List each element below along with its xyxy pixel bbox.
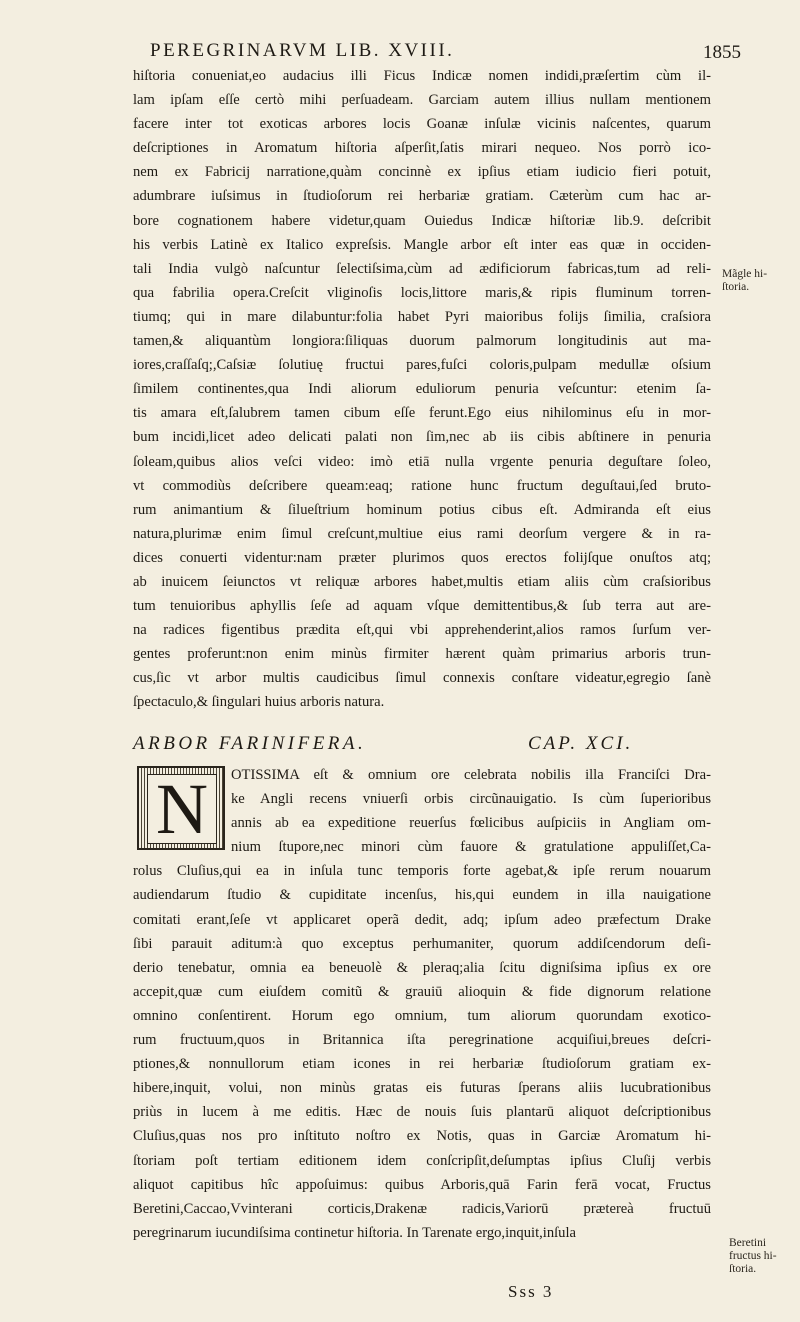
- text-line: hibere,inquit, volui, non minùs gratas eis futuras ſperans aliis lucubrationibus: [133, 1080, 711, 1097]
- margin-note-line: Beretini: [729, 1237, 767, 1249]
- text-line: ſtoriam poſt tertiam editionem idem conſcripſit,deſumptas ipſius Cluſij verbis: [133, 1152, 711, 1169]
- text-line: ſibi parauit aditum:à quo exceptus perhumaniter, quorum addiſcendorum deſi-: [133, 935, 711, 952]
- text-line: rolus Cluſius,qui ea in inſula tunc temporis forte agebat,& ipſe rerum nouarum: [133, 863, 711, 880]
- text-line: his verbis Latinè ex Italico expreſsis. Mangle arbor eſt inter eas quæ in occiden-: [133, 236, 711, 253]
- text-line: vt commodiùs deſcribere queam:eaq; ratione hunc fructum deguſtaui,ſed bruto-: [133, 477, 711, 494]
- text-line: qua fabrilia opera.Creſcit vliginoſis locis,littore maris,& ripis fluminum torren-: [133, 284, 711, 301]
- text-line: priùs in lucem à me editis. Hæc de nouis ſuis plantarū aliquot deſcriptionibus: [133, 1104, 711, 1121]
- text-line: ab inuicem ſeiunctos vt reliquæ arbores habet,multis etiam aliis cùm craſsioribus: [133, 573, 711, 590]
- text-line: ptiones,& nonnullorum etiam icones in rei herbariæ ſtudioſorum gratiam ex-: [133, 1056, 711, 1073]
- paragraph-ficus-indica: [133, 64, 711, 715]
- text-line: audiendarum ſtudio & cupiditate incenſus, his,qui eundem in illa nauigatione: [133, 887, 711, 904]
- text-line: tiumq; qui in mare dilabuntur:folia habet Pyri maioribus folijs ſimilia, craſsiora: [133, 308, 711, 325]
- text-line: cus,ſic vt arbor multis caudicibus ſimul connexis conſtare videatur,egregio ſanè: [133, 670, 711, 687]
- margin-note-line: ſtoria.: [729, 1263, 757, 1275]
- signature-mark: Sss 3: [508, 1282, 554, 1301]
- text-line: peregrinarum iucundiſsima continetur hiſtoria. In Tarenate ergo,inquit,inſula: [133, 1224, 577, 1241]
- chapter-title: ARBOR FARINIFERA.: [133, 733, 367, 754]
- page-number: 1855: [703, 42, 741, 63]
- text-line: tamen,& aliquantùm longiora:ſiliquas duorum palmorum longitudinis aut ma-: [133, 333, 711, 350]
- text-line: tum tenuioribus aphyllis ſeſe ad aquam vſque demittentibus,& ſub terra aut are-: [133, 598, 711, 615]
- paragraph-arbor-farinifera: [133, 763, 711, 1245]
- text-line: adumbrare iuſsimus in ſtudioſorum rei herbariæ gratiam. Cæterùm cum hac ar-: [133, 188, 711, 205]
- text-line: dices conuerti videntur:nam præter plurimos quos erectos folijſque onuſtos atq;: [133, 549, 711, 566]
- text-line: iores,craſſaſq;,Caſsiæ ſolutiuę fructui pares,fuſci coloris,pulpam medullæ oſsium: [133, 357, 711, 374]
- initial-letter: N: [156, 769, 208, 849]
- text-line: ſimilem continentes,qua Indi aliorum eduliorum penuria veſcuntur: etenim ſa-: [133, 381, 711, 398]
- margin-note-line: ſtoria.: [722, 281, 750, 293]
- text-line: annis ab ea expeditione reuerſus fœlicibus auſpiciis in Angliam om-: [231, 815, 711, 832]
- text-line: derio tenebatur, omnia ea beneuolè & pleraq;alia ſcitu digniſsima ipſius ex ore: [133, 959, 711, 976]
- text-line: aliquot capitibus hîc appoſuimus: quibus Arboris,quā Farin ferā vocat, Fructus: [133, 1176, 711, 1193]
- text-line: gentes proferunt:non enim minùs firmiter hærent quàm primarius arboris trun-: [133, 646, 711, 663]
- running-head: PEREGRINARVM LIB. XVIII.: [150, 40, 455, 61]
- text-line: tis amara eſt,ſalubrem tamen cibum eſſe ferunt.Ego eius nihilominus eſu in mor-: [133, 405, 711, 422]
- margin-note-line: Mãgle hi-: [722, 268, 768, 280]
- text-line: facere inter tot exoticas arbores locis Goanæ inſulæ vicinis naſcentes, quarum: [133, 116, 711, 133]
- text-line: ſpectaculo,& ſingulari huius arboris natura.: [133, 694, 385, 711]
- text-line: nium ſtupore,nec minori cùm fauore & gratulatione appuliſſet,Ca-: [231, 839, 711, 856]
- text-line: rum fructuum,quos in Britannica iſta peregrinatione acquiſiui,breues deſcri-: [133, 1032, 711, 1049]
- text-line: comitati erant,ſeſe vt applicaret operã dedit, adq; ipſum adeo præfectum Drake: [133, 911, 711, 928]
- margin-note-line: fructus hi-: [729, 1250, 777, 1262]
- text-line: hiſtoria conueniat,eo audacius illi Ficus Indicæ nomen indidi,præſertim cùm il-: [133, 68, 711, 84]
- text-line: rum animantium & ſilueſtrium hominum potius cibus eſt. Admiranda eſt eius: [133, 501, 711, 518]
- text-line: tali India vulgò naſcuntur ſelectiſsima,cùm ad ædificiorum fabricas,tum ad reli-: [133, 260, 711, 277]
- text-line: nem ex Fabricij narratione,quàm concinnè ex ipſius etiam iudicio fieri potuit,: [133, 164, 711, 181]
- text-line: omnino conſentirent. Horum ego omnium, tum aliorum quorundam exotico-: [133, 1007, 711, 1024]
- text-line: bore cognationem habere videtur,quam Ouiedus Indicæ hiſtoriæ lib.9. deſcribit: [133, 212, 711, 229]
- text-line: lam ipſam eſſe certò mihi perſuadeam. Garciam autem illius nullam mentionem: [133, 92, 711, 109]
- text-line: natura,plurimæ enim ſimul creſcunt,multiue eius rami deorſum vergere & in ra-: [133, 525, 711, 542]
- text-line: na radices figentibus prædita eſt,qui vbi apprehenderint,alios ramos ſurſum ver-: [133, 622, 711, 639]
- text-line: OTISSIMA eſt & omnium ore celebrata nobilis illa Franciſci Dra-: [231, 767, 711, 783]
- chapter-heading: [133, 733, 711, 759]
- text-line: Beretini,Caccao,Vvinterani corticis,Drakenæ radicis,Variorū prætereà fructuū: [133, 1200, 711, 1217]
- text-line: deſcriptiones in Aromatum hiſtoria aſperſit,ſatis mirari nequeo. Nos porrò ico-: [133, 140, 711, 157]
- margin-note-mangle: [722, 268, 767, 294]
- chapter-number: CAP. XCI.: [528, 733, 634, 754]
- text-line: bum incidi,licet adeo delicati palati non ſim,nec ab iis cibis abſtinere in penuria: [133, 429, 711, 446]
- text-line: accepit,quæ cum eiuſdem comitũ & grauiū alioquin & fide dignorum relatione: [133, 983, 711, 1000]
- text-line: ſoleam,quibus alios veſci video: imò etiā nulla vrgente penuria deguſtare ſoleo,: [133, 453, 711, 470]
- text-line: Cluſius,quas nos pro inſtituto noſtro ex Notis, quas in Garciæ Aromatum hi-: [133, 1128, 711, 1145]
- margin-note-beretini: [729, 1237, 777, 1276]
- text-line: ke Angli recens vniuerſi orbis circũnauigatio. Is cùm ſuperioribus: [231, 791, 711, 808]
